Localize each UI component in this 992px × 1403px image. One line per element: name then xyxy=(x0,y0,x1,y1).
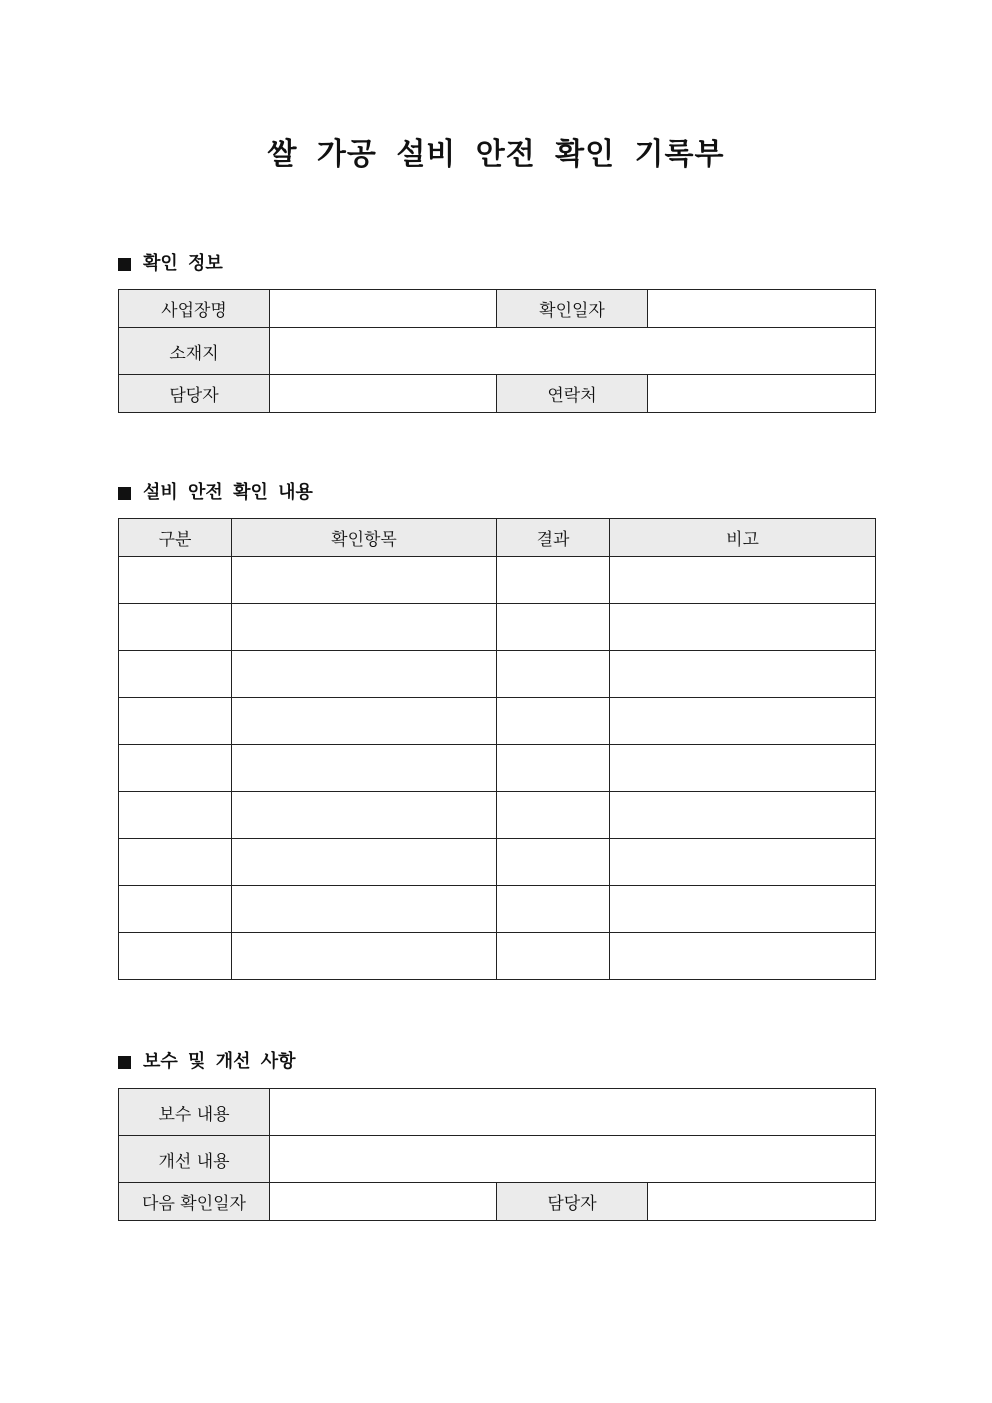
check-date-field[interactable] xyxy=(648,290,876,328)
section-heading-check xyxy=(118,480,313,506)
repair-row-next xyxy=(119,1183,876,1221)
result-cell[interactable] xyxy=(497,745,610,792)
square-bullet-icon xyxy=(118,1056,131,1069)
item-cell[interactable] xyxy=(232,745,497,792)
result-cell[interactable] xyxy=(497,839,610,886)
info-row-business xyxy=(119,290,876,328)
item-cell[interactable] xyxy=(232,557,497,604)
document-title: 쌀 가공 설비 안전 확인 기록부 xyxy=(267,137,725,172)
item-cell[interactable] xyxy=(232,886,497,933)
result-cell[interactable] xyxy=(497,933,610,980)
table-row xyxy=(119,557,876,604)
square-bullet-icon xyxy=(118,258,131,271)
section-heading-check-label: 설비 안전 확인 내용 xyxy=(143,482,313,503)
label-repair-manager: 담당자 xyxy=(497,1183,648,1221)
item-cell[interactable] xyxy=(232,651,497,698)
label-address: 소재지 xyxy=(119,328,270,375)
note-cell[interactable] xyxy=(610,839,876,886)
item-cell[interactable] xyxy=(232,839,497,886)
table-row xyxy=(119,745,876,792)
table-row xyxy=(119,604,876,651)
info-row-address xyxy=(119,328,876,375)
label-contact: 연락처 xyxy=(497,375,648,413)
table-row xyxy=(119,698,876,745)
repair-table xyxy=(118,1088,876,1221)
label-improvement-content: 개선 내용 xyxy=(119,1136,270,1183)
note-cell[interactable] xyxy=(610,745,876,792)
square-bullet-icon xyxy=(118,487,131,500)
manager-field[interactable] xyxy=(270,375,497,413)
repair-row-repair xyxy=(119,1089,876,1136)
category-cell[interactable] xyxy=(119,745,232,792)
repair-content-field[interactable] xyxy=(270,1089,876,1136)
result-cell[interactable] xyxy=(497,886,610,933)
category-cell[interactable] xyxy=(119,651,232,698)
column-header-result: 결과 xyxy=(497,519,610,557)
label-business-name: 사업장명 xyxy=(119,290,270,328)
info-row-manager xyxy=(119,375,876,413)
category-cell[interactable] xyxy=(119,886,232,933)
check-table xyxy=(118,518,876,980)
category-cell[interactable] xyxy=(119,839,232,886)
item-cell[interactable] xyxy=(232,933,497,980)
label-repair-content: 보수 내용 xyxy=(119,1089,270,1136)
result-cell[interactable] xyxy=(497,698,610,745)
item-cell[interactable] xyxy=(232,698,497,745)
section-heading-repair-label: 보수 및 개선 사항 xyxy=(143,1051,296,1072)
result-cell[interactable] xyxy=(497,792,610,839)
business-name-field[interactable] xyxy=(270,290,497,328)
table-row xyxy=(119,839,876,886)
note-cell[interactable] xyxy=(610,651,876,698)
address-field[interactable] xyxy=(270,328,876,375)
note-cell[interactable] xyxy=(610,933,876,980)
note-cell[interactable] xyxy=(610,792,876,839)
category-cell[interactable] xyxy=(119,698,232,745)
column-header-category: 구분 xyxy=(119,519,232,557)
label-check-date: 확인일자 xyxy=(497,290,648,328)
note-cell[interactable] xyxy=(610,886,876,933)
table-row xyxy=(119,886,876,933)
table-row xyxy=(119,792,876,839)
check-table-header xyxy=(119,519,876,557)
category-cell[interactable] xyxy=(119,604,232,651)
note-cell[interactable] xyxy=(610,557,876,604)
section-heading-info-label: 확인 정보 xyxy=(143,253,223,274)
section-heading-repair xyxy=(118,1049,296,1075)
result-cell[interactable] xyxy=(497,651,610,698)
table-row xyxy=(119,933,876,980)
item-cell[interactable] xyxy=(232,604,497,651)
note-cell[interactable] xyxy=(610,604,876,651)
note-cell[interactable] xyxy=(610,698,876,745)
section-heading-info xyxy=(118,251,223,277)
contact-field[interactable] xyxy=(648,375,876,413)
category-cell[interactable] xyxy=(119,557,232,604)
category-cell[interactable] xyxy=(119,792,232,839)
column-header-note: 비고 xyxy=(610,519,876,557)
label-next-check-date: 다음 확인일자 xyxy=(119,1183,270,1221)
result-cell[interactable] xyxy=(497,557,610,604)
improvement-content-field[interactable] xyxy=(270,1136,876,1183)
item-cell[interactable] xyxy=(232,792,497,839)
table-row xyxy=(119,651,876,698)
repair-manager-field[interactable] xyxy=(648,1183,876,1221)
column-header-item: 확인항목 xyxy=(232,519,497,557)
next-check-date-field[interactable] xyxy=(270,1183,497,1221)
info-table xyxy=(118,289,876,413)
category-cell[interactable] xyxy=(119,933,232,980)
label-manager: 담당자 xyxy=(119,375,270,413)
repair-row-improvement xyxy=(119,1136,876,1183)
result-cell[interactable] xyxy=(497,604,610,651)
